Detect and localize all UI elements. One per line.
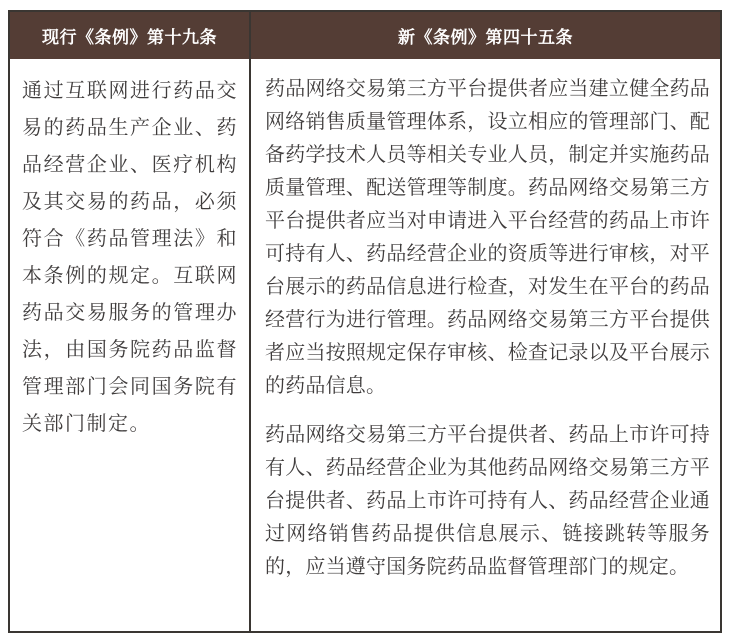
current-regulation-paragraph: 通过互联网进行药品交易的药品生产企业、药品经营企业、医疗机构及其交易的药品，必须符合《药品管理法》和本条例的规定。互联网药品交易服务的管理办法，由国务院药品监督管理部门会同国务院有关部门制定。 xyxy=(22,80,238,435)
new-regulation-paragraph-2: 药品网络交易第三方平台提供者、药品上市许可持有人、药品经营企业为其他药品网络交易第三方平台提供者、药品上市许可持有人、药品经营企业通过网络销售药品提供信息展示、链接跳转等服务的，应当遵守国务院药品监督管理部门的规定。 xyxy=(265,424,710,578)
table-header-row xyxy=(10,12,720,59)
header-new-regulation: 新《条例》第四十五条 xyxy=(398,28,573,47)
new-regulation-paragraph-1: 药品网络交易第三方平台提供者应当建立健全药品网络销售质量管理体系，设立相应的管理部门、配备药学技术人员等相关专业人员，制定并实施药品质量管理、配送管理等制度。药品网络交易第三方平台提供者应当对申请进入平台经营的药品上市许可持有人、药品经营企业的资质等进行审核，对平台展示的药品信息进行检查，对发生在平台的药品经营行为进行管理。药品网络交易第三方平台提供者应当按照规定保存审核、检查记录以及平台展示的药品信息。 xyxy=(265,78,710,397)
table-body-row xyxy=(10,59,720,631)
header-current-regulation: 现行《条例》第十九条 xyxy=(10,12,251,59)
current-regulation-cell xyxy=(10,59,251,631)
regulation-comparison-table xyxy=(8,10,722,633)
new-regulation-cell xyxy=(251,59,720,631)
